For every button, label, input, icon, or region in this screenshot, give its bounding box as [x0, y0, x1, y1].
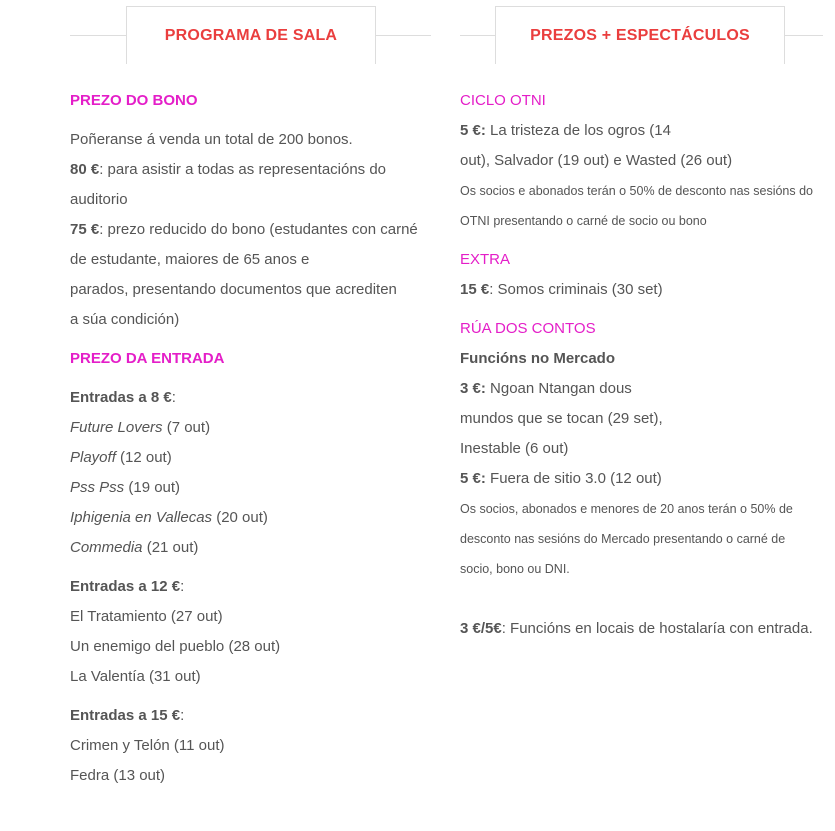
- rua-line: [460, 374, 830, 404]
- section-heading-entrada: PREZO DA ENTRADA: [70, 350, 225, 367]
- show-date: (7 out): [162, 419, 211, 436]
- entradas-group-label: [70, 383, 430, 413]
- otni-note: OTNI presentando o carné de socio ou bono: [460, 214, 707, 228]
- price: 80 €: [70, 161, 100, 178]
- otni-note: Os socios e abonados terán o 50% de desconto nas sesións do: [460, 184, 814, 198]
- show-item: Fedra (13 out): [70, 767, 166, 784]
- hostalaria-line: [460, 614, 830, 644]
- colon: :: [171, 389, 176, 406]
- price: 3 €:: [460, 380, 486, 397]
- show-title: Commedia: [70, 539, 143, 556]
- section-heading-extra: EXTRA: [460, 251, 511, 268]
- group-price-label: Entradas a 12 €: [70, 578, 181, 595]
- rua-line: [460, 464, 830, 494]
- price: 75 €: [70, 221, 100, 238]
- bono-intro: Poñeranse á venda un total de 200 bonos.: [70, 131, 353, 148]
- tab-divider-line: [460, 35, 500, 36]
- show-title: Future Lovers: [70, 419, 163, 436]
- show-item: [70, 413, 430, 443]
- entradas-group-label: [70, 572, 430, 602]
- tab-divider-line: [783, 35, 823, 36]
- rua-note: socio, bono ou DNI.: [460, 562, 570, 576]
- colon: :: [180, 578, 185, 595]
- rua-text: Ngoan Ntangan dous: [485, 380, 632, 397]
- tab-prezos-espectaculos[interactable]: PREZOS + ESPECTÁCULOS: [495, 6, 785, 64]
- tab-divider-line: [70, 35, 130, 36]
- bono-text: parados, presentando documentos que acrediten: [70, 281, 397, 298]
- price: 15 €: [460, 281, 490, 298]
- otni-line: out), Salvador (19 out) e Wasted (26 out): [460, 152, 733, 169]
- rua-line: mundos que se tocan (29 set),: [460, 410, 663, 427]
- price-text: : para asistir a todas as representacións do: [99, 161, 387, 178]
- show-item: La Valentía (31 out): [70, 668, 201, 685]
- rua-line: Inestable (6 out): [460, 440, 569, 457]
- rua-text: Fuera de sitio 3.0 (12 out): [485, 470, 662, 487]
- otni-line: [460, 116, 830, 146]
- show-item: Un enemigo del pueblo (28 out): [70, 638, 281, 655]
- show-date: (20 out): [212, 509, 268, 526]
- group-price-label: Entradas a 8 €: [70, 389, 172, 406]
- bono-price-full: [70, 155, 430, 185]
- show-item: [70, 503, 430, 533]
- left-column: [70, 86, 430, 791]
- colon: :: [180, 707, 185, 724]
- extra-text: : Somos criminais (30 set): [489, 281, 663, 298]
- entradas-group-label: [70, 701, 430, 731]
- right-column: [460, 86, 830, 644]
- section-heading-rua: RÚA DOS CONTOS: [460, 320, 596, 337]
- price: 5 €:: [460, 122, 486, 139]
- rua-subheading: Funcións no Mercado: [460, 350, 616, 367]
- show-item: El Tratamiento (27 out): [70, 608, 223, 625]
- rua-note: desconto nas sesións do Mercado presentando o carné de: [460, 532, 786, 546]
- show-title: Pss Pss: [70, 479, 125, 496]
- group-price-label: Entradas a 15 €: [70, 707, 181, 724]
- bono-text: auditorio: [70, 191, 128, 208]
- section-heading-bono: PREZO DO BONO: [70, 92, 198, 109]
- price: 3 €/5€: [460, 620, 502, 637]
- hostalaria-text: : Funcións en locais de hostalaría con entrada.: [501, 620, 813, 637]
- show-date: (19 out): [124, 479, 181, 496]
- show-date: (21 out): [142, 539, 199, 556]
- otni-text: La tristeza de los ogros (14: [485, 122, 671, 139]
- section-heading-otni: CICLO OTNI: [460, 92, 546, 109]
- tab-divider-line: [374, 35, 431, 36]
- bono-text: de estudante, maiores de 65 anos e: [70, 251, 310, 268]
- show-item: [70, 473, 430, 503]
- rua-note: Os socios, abonados e menores de 20 anos terán o 50% de: [460, 502, 793, 516]
- show-item: [70, 443, 430, 473]
- show-title: Iphigenia en Vallecas: [70, 509, 213, 526]
- tab-programa-de-sala[interactable]: PROGRAMA DE SALA: [126, 6, 376, 64]
- bono-text: a súa condición): [70, 311, 180, 328]
- show-date: (12 out): [115, 449, 172, 466]
- show-title: Playoff: [70, 449, 116, 466]
- extra-line: [460, 275, 830, 305]
- price: 5 €:: [460, 470, 486, 487]
- bono-price-reduced: [70, 215, 430, 245]
- price-text: : prezo reducido do bono (estudantes con carné: [99, 221, 418, 238]
- show-item: Crimen y Telón (11 out): [70, 737, 225, 754]
- show-item: [70, 533, 430, 563]
